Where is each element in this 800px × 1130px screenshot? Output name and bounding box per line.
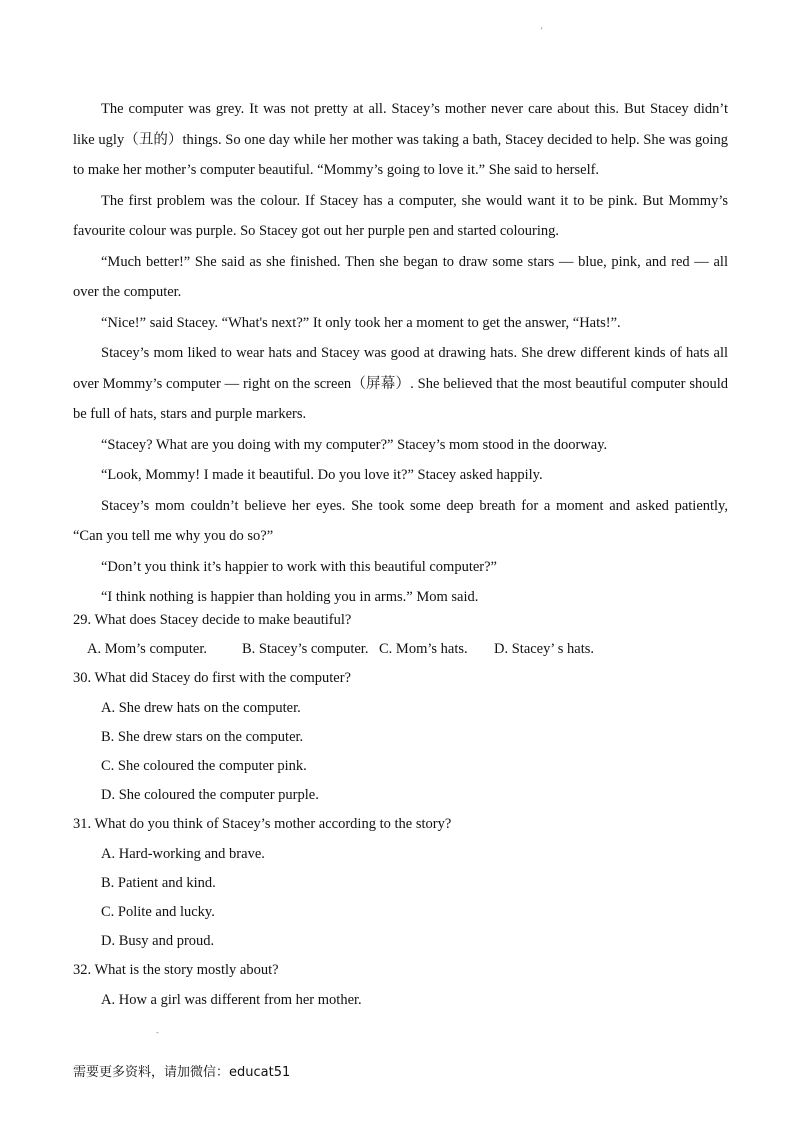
passage-paragraph-5: Stacey’s mom liked to wear hats and Stacey was good at drawing hats. She drew different kinds of hats all over Mommy’s computer — right on the screen（屏幕）. She believed that the most beautiful computer should be full of hats, stars and purple markers. bbox=[73, 345, 728, 422]
question-29-options bbox=[73, 635, 728, 664]
option-c: C. Polite and lucky. bbox=[101, 904, 215, 921]
option-d: D. Busy and proud. bbox=[101, 933, 215, 950]
question-32: 32. What is the story mostly about? bbox=[73, 962, 279, 979]
option-a: A. She drew hats on the computer. bbox=[101, 699, 301, 716]
question-29: 29. What does Stacey decide to make beautiful? bbox=[73, 612, 352, 628]
option-c: C. She coloured the computer pink. bbox=[101, 758, 307, 775]
option-c: C. Mom’s hats. bbox=[379, 641, 468, 658]
passage-paragraph-8: Stacey’s mom couldn’t believe her eyes. She took some deep breath for a moment and asked patiently, “Can you tell me why you do so?” bbox=[73, 497, 728, 544]
reading-passage bbox=[73, 94, 728, 613]
passage-paragraph-6: “Stacey? What are you doing with my computer?” Stacey’s mom stood in the doorway. bbox=[101, 436, 608, 453]
passage-paragraph-9: “Don’t you think it’s happier to work with this beautiful computer?” bbox=[101, 558, 497, 575]
passage-paragraph-4: “Nice!” said Stacey. “What's next?” It only took her a moment to get the answer, “Hats!”. bbox=[101, 314, 621, 331]
header-mark: ' bbox=[541, 26, 543, 35]
passage-paragraph-7: “Look, Mommy! I made it beautiful. Do you love it?” Stacey asked happily. bbox=[101, 467, 543, 483]
option-a: A. Hard-working and brave. bbox=[101, 845, 265, 862]
passage-paragraph-1: The computer was grey. It was not pretty at all. Stacey’s mother never care about this. But Stacey didn’t like ugly（丑的）things. So one day while her mother was taking a bath, Stacey decided to help. She was going to make her mother’s computer beautiful. “Mommy’s going to love it.” She said to herself. bbox=[73, 101, 728, 178]
option-a: A. Mom’s computer. bbox=[87, 641, 208, 658]
option-b: B. Patient and kind. bbox=[101, 874, 216, 891]
option-d: D. Stacey’ s hats. bbox=[494, 641, 594, 658]
divider-mark: - bbox=[156, 1028, 159, 1037]
option-b: B. Stacey’s computer. bbox=[242, 641, 369, 658]
footer-contact: 需要更多资料，请加微信：educat51 bbox=[73, 1065, 291, 1080]
passage-paragraph-10: “I think nothing is happier than holding you in arms.” Mom said. bbox=[101, 589, 479, 605]
passage-paragraph-2: The first problem was the colour. If Stacey has a computer, she would want it to be pink. But Mommy’s favourite colour was purple. So Stacey got out her purple pen and started colouring. bbox=[73, 192, 728, 239]
passage-paragraph-3: “Much better!” She said as she finished. Then she began to draw some stars — blue, pink, and red — all over the computer. bbox=[73, 253, 728, 300]
option-d: D. She coloured the computer purple. bbox=[101, 787, 319, 804]
question-list bbox=[73, 606, 728, 1015]
question-30: 30. What did Stacey do first with the computer? bbox=[73, 670, 351, 687]
option-b: B. She drew stars on the computer. bbox=[101, 728, 304, 745]
question-31: 31. What do you think of Stacey’s mother according to the story? bbox=[73, 816, 452, 833]
option-a: A. How a girl was different from her mother. bbox=[101, 991, 362, 1008]
